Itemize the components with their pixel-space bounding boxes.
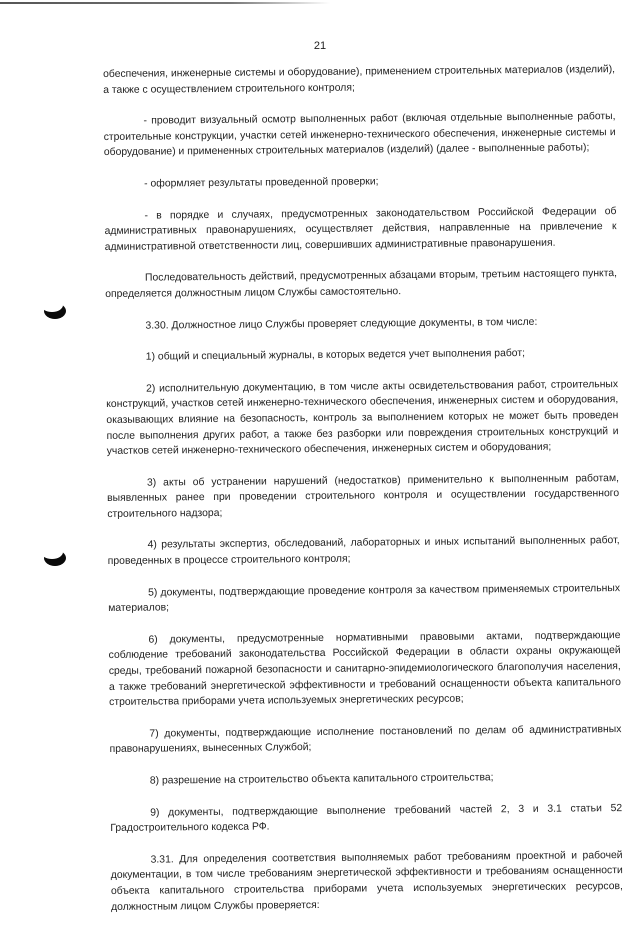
- paragraph: 5) документы, подтверждающие проведение контроля за качеством применяемых строительных материалов;: [108, 582, 621, 615]
- page-number: 21: [313, 40, 327, 52]
- document-body: [103, 62, 623, 931]
- paragraph: 1) общий и специальный журналы, в которых ведется учет выполнения работ;: [145, 348, 526, 363]
- paragraph: 2) исполнительную документацию, в том числе акты освидетельствования работ, строительных конструкций, участков сетей инженерно-технического обеспечения, инженерных систем и оборудования, оказывающих влияние на безопасность, контроль за выполнением которых не может быть проведен после выполнения других работ, а также без разборки или повреждения строительных конструкций и участков сетей инженерно-технического обеспечения, инженерных систем и оборудования;: [106, 378, 619, 458]
- punch-hole-mark: [44, 303, 66, 319]
- paragraph: 3) акты об устранении нарушений (недостатков) применительно к выполненным работам, выявленных ранее при проведении строительного контроля и осуществлении государственного строительного надзора;: [107, 472, 620, 520]
- paragraph: 8) разрешение на строительство объекта капитального строительства;: [149, 772, 494, 787]
- paragraph: 9) документы, подтверждающие выполнение требований частей 2, 3 и 3.1 статьи 52 Градостроительного кодекса РФ.: [110, 802, 623, 835]
- paragraph: обеспечения, инженерные системы и оборудование), применением строительных материалов (изделий), а также с осуществлением строительного контроля;: [103, 64, 616, 96]
- paragraph: - в порядке и случаях, предусмотренных законодательством Российской Федерации об административных правонарушениях, осуществляет действия, направленные на привлечение к административной ответственности лиц, совершивших административные правонарушения.: [104, 205, 617, 253]
- punch-hole-mark: [44, 550, 66, 566]
- paragraph: - оформляет результаты проведенной проверки;: [144, 176, 379, 190]
- paragraph: 3.31. Для определения соответствия выполняемых работ требованиям проектной и рабочей документации, в том числе требованиям энергетической эффективности и требованиям оснащенности объекта капитального строительства приборами учета используемых энергетических ресурсов, должностным лицом Службы проверяется:: [110, 849, 623, 913]
- paragraph: 3.30. Должностное лицо Службы проверяет следующие документы, в том числе:: [145, 316, 538, 332]
- paragraph: 7) документы, подтверждающие исполнение постановлений по делам об административных правонарушениях, вынесенных Службой;: [109, 723, 622, 756]
- paragraph: Последовательность действий, предусмотренных абзацами вторым, третьим настоящего пункта, определяется должностным лицом Службы самостоятельно.: [105, 268, 618, 300]
- paragraph: 6) документы, предусмотренные нормативными правовыми актами, подтверждающие соблюдение требований законодательства Российской Федерации в области охраны окружающей среды, требований пожарной безопасности и санитарно-эпидемиологического благополучия населения, а также требований энергетической эффективности и требований оснащенности объекта капитального строительства приборами учета используемых энергетических ресурсов;: [108, 629, 621, 709]
- paragraph: - проводит визуальный осмотр выполненных работ (включая отдельные выполненные работы, строительные конструкции, участки сетей инженерно-технического обеспечения, инженерные системы и оборудование) и примененных строительных материалов (изделий) (далее - выполненные работы);: [103, 111, 616, 159]
- paragraph: 4) результаты экспертиз, обследований, лабораторных и иных испытаний выполненных работ, проведенных в процессе строительного контроля;: [107, 535, 620, 568]
- scan-edge-line: [0, 2, 330, 4]
